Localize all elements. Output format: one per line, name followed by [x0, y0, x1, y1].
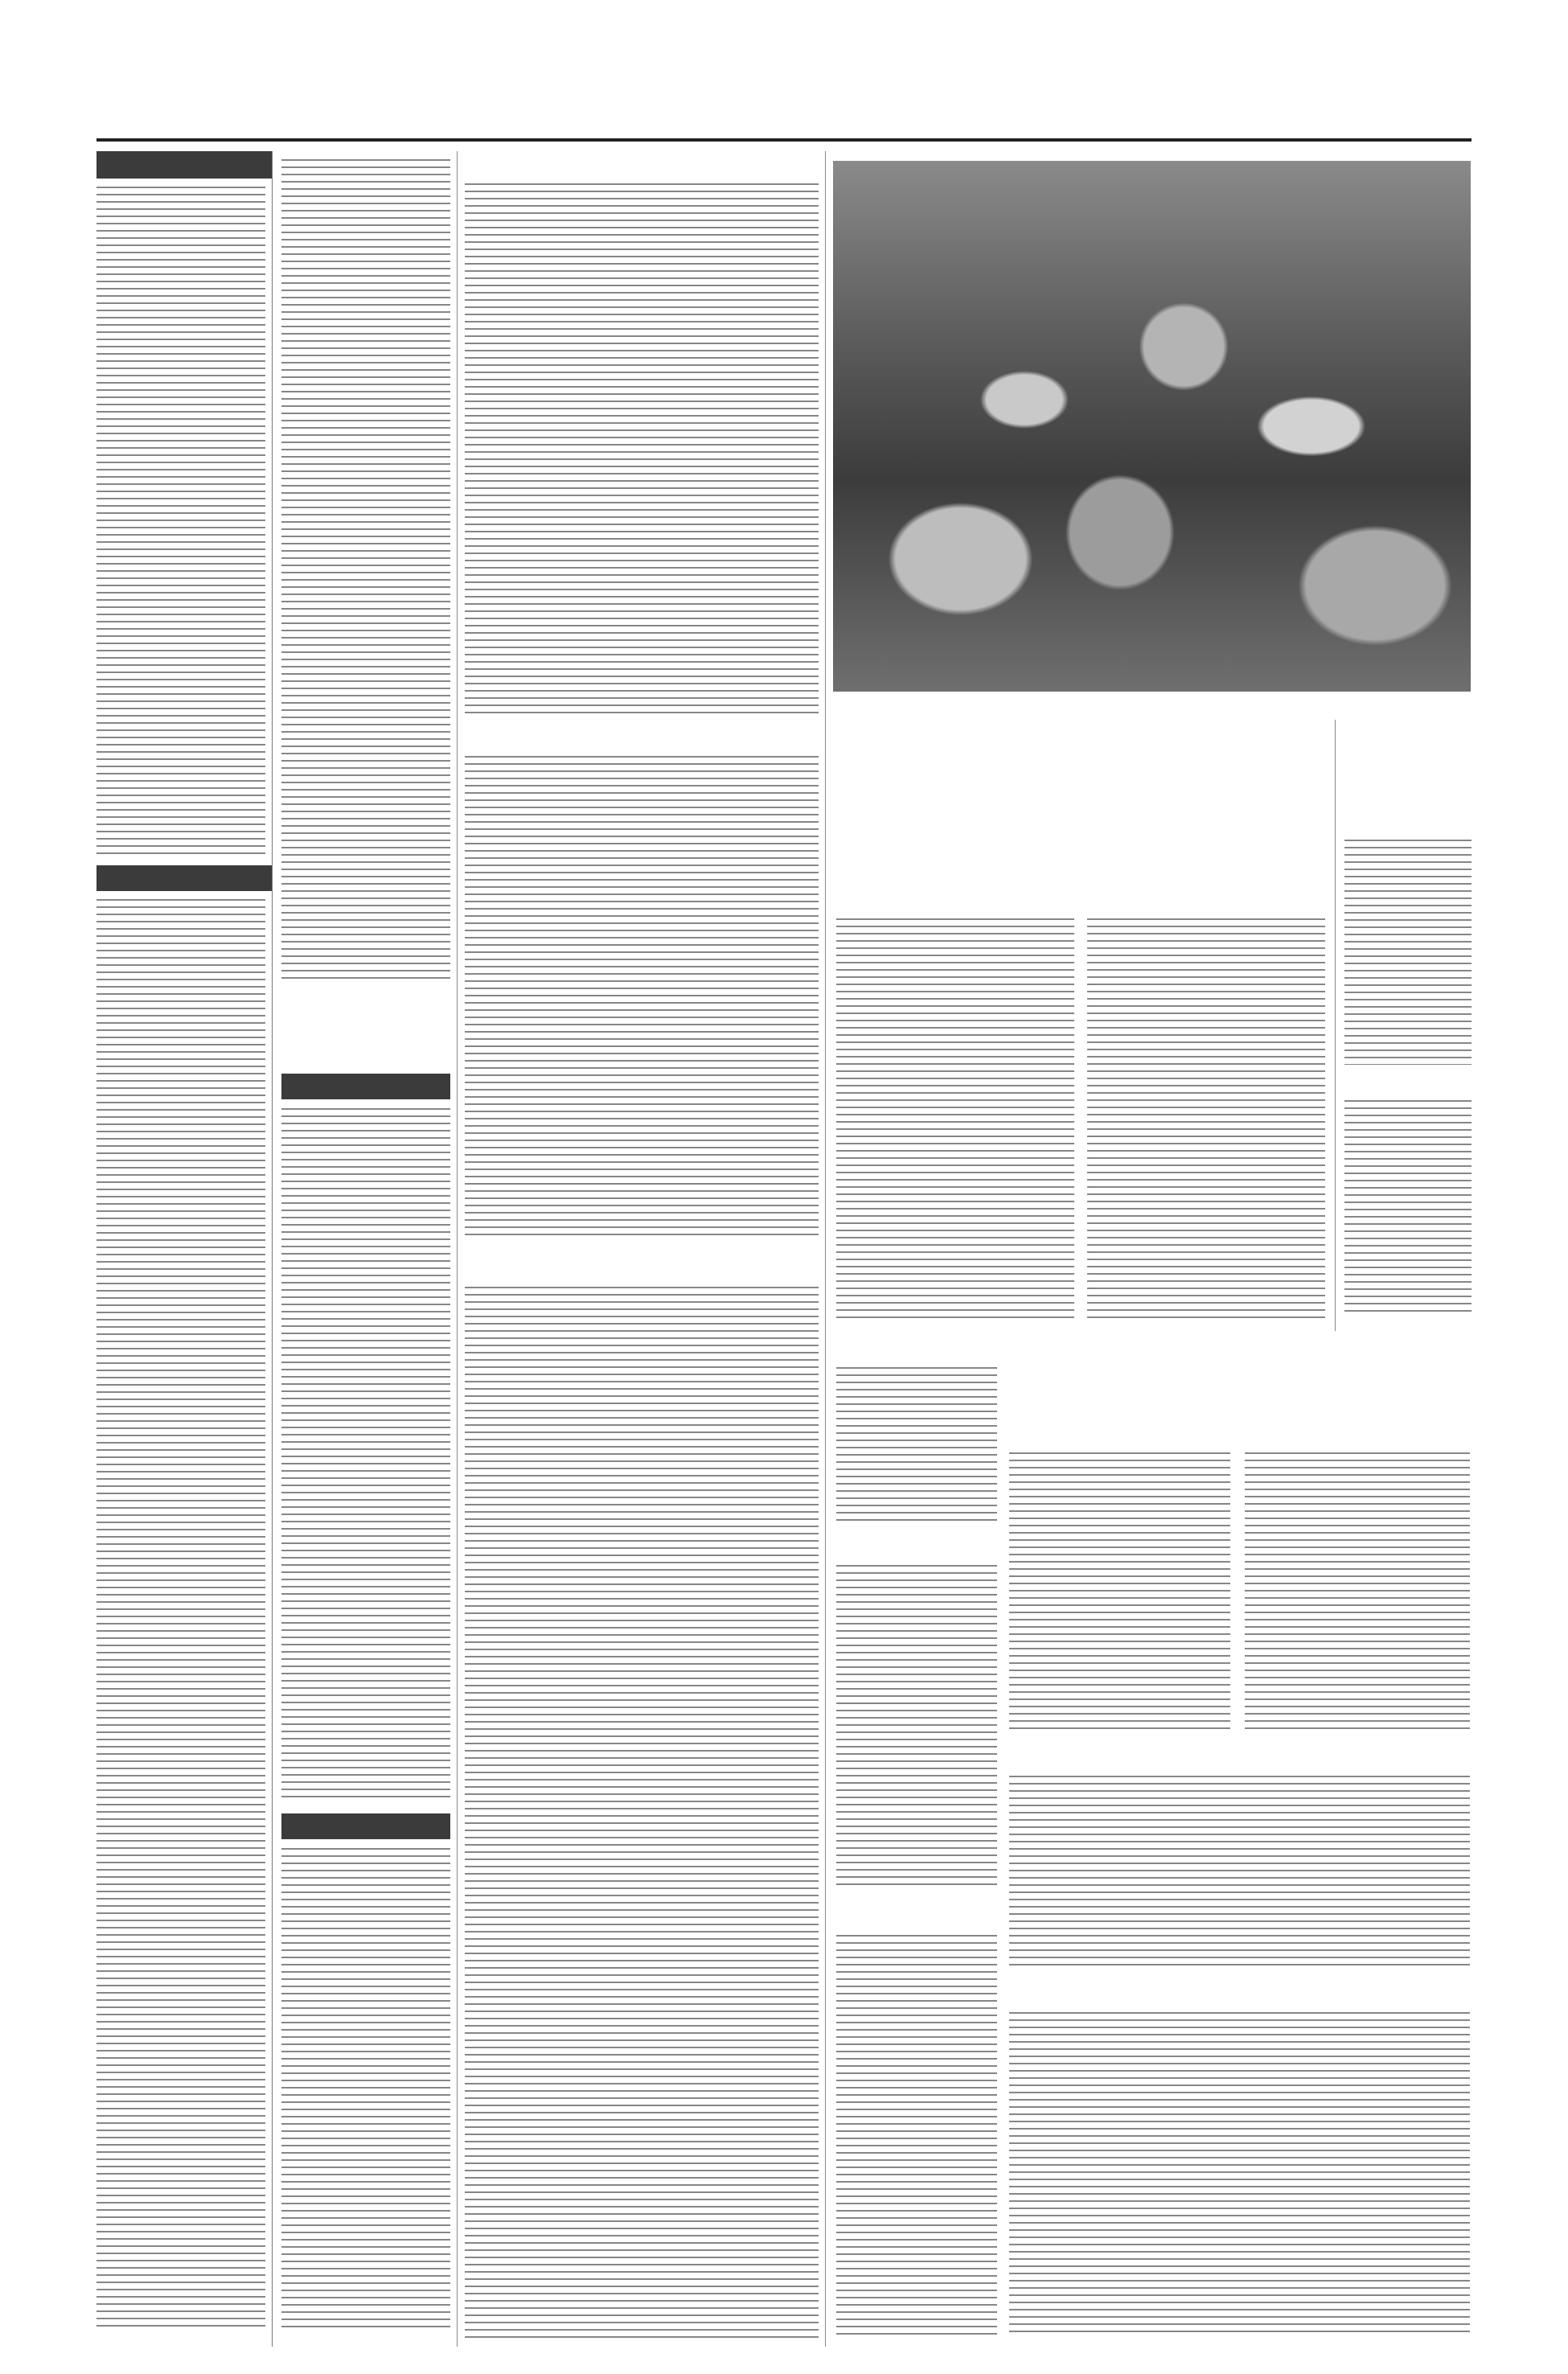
- youth-body: [1344, 840, 1472, 1065]
- classified-column: [96, 151, 273, 2347]
- col2-head-buy-sell: [281, 1074, 450, 1099]
- col2-head-misc: [281, 1813, 450, 1839]
- missing-body: [836, 1367, 997, 1524]
- col4-divider: [825, 151, 826, 2347]
- classified-head-buy-sell: [96, 865, 272, 891]
- ports-body-col1: [836, 918, 1074, 1320]
- bd-pratidin-body: [1009, 1776, 1470, 1969]
- binomro-body: [465, 1287, 819, 2340]
- classified-head-needed: [96, 151, 272, 179]
- main-photo: [833, 161, 1471, 692]
- awami-body-col1: [1009, 1452, 1230, 1734]
- awami-body-col2: [1245, 1452, 1470, 1734]
- masthead-rule: [96, 138, 1472, 142]
- five-years-body: [1344, 1100, 1472, 1317]
- classified-ads-buy-sell: [96, 899, 265, 2331]
- us-article: [281, 153, 450, 980]
- classified-ads-needed: [96, 187, 265, 854]
- us-article-body: [281, 159, 450, 980]
- ports-body-col2: [1087, 918, 1325, 1320]
- rohingya-body: [836, 1935, 997, 2337]
- bnp-body: [465, 756, 819, 1238]
- right-col-divider: [1335, 720, 1336, 1331]
- developing-body: [465, 183, 819, 714]
- respect-body: [1009, 2012, 1470, 2338]
- bengali-nation-body: [836, 1565, 997, 1887]
- col2-ads-misc: [281, 1848, 450, 2331]
- col2-ads-buy-sell: [281, 1108, 450, 1800]
- col2-divider: [457, 151, 458, 2347]
